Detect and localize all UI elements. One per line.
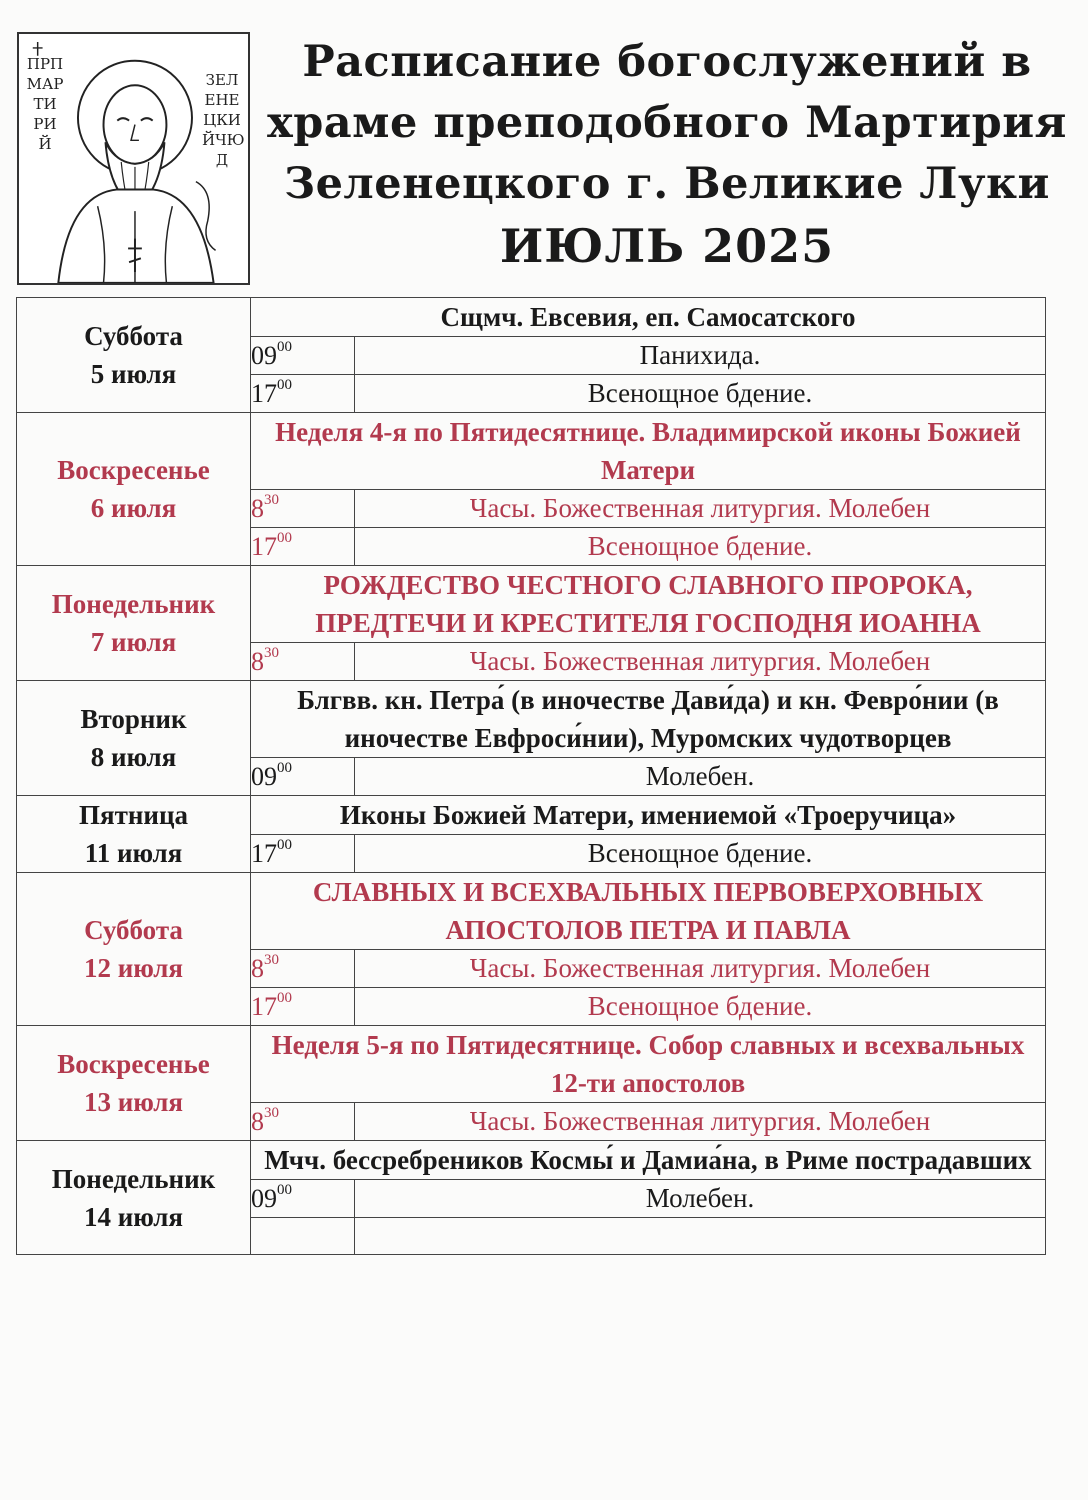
feast-title: Блгвв. кн. Петра́ (в иночестве Дави́да) и кн. Февро́нии (в иночестве Евфроси́нии), Муромских чудотворцев bbox=[251, 681, 1046, 758]
time-hour: 8 bbox=[251, 954, 264, 983]
weekday: Вторник bbox=[80, 704, 187, 734]
date: 8 июля bbox=[90, 742, 177, 772]
feast-title: Неделя 4-я по Пятидесятнице. Владимирской иконы Божией Матери bbox=[251, 413, 1046, 490]
title-month: ИЮЛЬ 2025 bbox=[499, 219, 835, 273]
feast-title: СЛАВНЫХ И ВСЕХВАЛЬНЫХ ПЕРВОВЕРХОВНЫХ АПОСТОЛОВ ПЕТРА И ПАВЛА bbox=[251, 873, 1046, 950]
schedule-day-row bbox=[17, 298, 1046, 337]
saint-icon-image bbox=[17, 32, 250, 285]
date: 14 июля bbox=[83, 1201, 184, 1232]
service-time bbox=[251, 643, 355, 681]
service-time bbox=[251, 1218, 355, 1255]
service-name: Панихида. bbox=[355, 337, 1046, 375]
time-minutes: 00 bbox=[277, 990, 292, 1006]
weekday: Пятница bbox=[78, 800, 189, 830]
time-hour: 09 bbox=[251, 1184, 277, 1213]
date: 13 июля bbox=[83, 1087, 184, 1117]
service-time bbox=[251, 1103, 355, 1141]
time-minutes: 00 bbox=[277, 339, 292, 355]
time-minutes: 00 bbox=[277, 377, 292, 393]
day-cell bbox=[17, 681, 251, 796]
time-hour: 17 bbox=[251, 839, 277, 868]
schedule-day-row bbox=[17, 1141, 1046, 1180]
icon-left-inscription: ПРП МАР ТИ РИ Й bbox=[26, 55, 64, 153]
time-minutes: 30 bbox=[264, 492, 279, 508]
time-hour: 09 bbox=[251, 762, 277, 791]
time-hour: 8 bbox=[251, 494, 264, 523]
feast-title: Сщмч. Евсевия, еп. Самосатского bbox=[251, 298, 1046, 337]
weekday: Воскресенье bbox=[57, 1049, 210, 1079]
day-cell bbox=[17, 873, 251, 1026]
time-minutes: 00 bbox=[277, 1182, 292, 1198]
weekday: Понедельник bbox=[51, 1163, 216, 1194]
service-time bbox=[251, 950, 355, 988]
time-minutes: 30 bbox=[264, 645, 279, 661]
schedule-day-row bbox=[17, 796, 1046, 835]
weekday: Суббота bbox=[84, 321, 183, 351]
day-cell bbox=[17, 413, 251, 566]
feast-title: Неделя 5-я по Пятидесятнице. Собор славных и всехвальных 12-ти апостолов bbox=[251, 1026, 1046, 1103]
date: 7 июля bbox=[90, 627, 177, 657]
schedule-day-row bbox=[17, 681, 1046, 758]
service-time bbox=[251, 528, 355, 566]
feast-title: Мчч. бессребреников Космы́ и Дамиа́на, в Риме пострадавших bbox=[251, 1141, 1046, 1180]
time-minutes: 00 bbox=[277, 837, 292, 853]
title-line: храме преподобного Мартирия bbox=[267, 98, 1067, 148]
time-hour: 8 bbox=[251, 1107, 264, 1136]
icon-right-inscription: ЗЕЛ ЕНЕ ЦКИ ЙЧЮ Д bbox=[202, 71, 245, 169]
service-name: Молебен. bbox=[355, 1180, 1046, 1218]
weekday: Суббота bbox=[84, 915, 183, 945]
service-name: Всенощное бдение. bbox=[355, 528, 1046, 566]
title-line: Расписание богослужений в bbox=[302, 37, 1032, 87]
service-time bbox=[251, 1180, 355, 1218]
service-name: Всенощное бдение. bbox=[355, 375, 1046, 413]
time-hour: 8 bbox=[251, 647, 264, 676]
day-cell bbox=[17, 1026, 251, 1141]
service-name bbox=[355, 1218, 1046, 1255]
date: 11 июля bbox=[84, 838, 183, 868]
service-time bbox=[251, 337, 355, 375]
schedule-table bbox=[16, 297, 1046, 1255]
time-hour: 09 bbox=[251, 341, 277, 370]
time-minutes: 30 bbox=[264, 1105, 279, 1121]
time-hour: 17 bbox=[251, 532, 277, 561]
time-minutes: 00 bbox=[277, 760, 292, 776]
day-cell bbox=[17, 566, 251, 681]
time-minutes: 30 bbox=[264, 952, 279, 968]
header bbox=[0, 0, 1088, 295]
page-title bbox=[262, 32, 1072, 277]
day-cell bbox=[17, 1141, 251, 1255]
day-cell bbox=[17, 298, 251, 413]
schedule-day-row bbox=[17, 566, 1046, 643]
day-cell bbox=[17, 796, 251, 873]
service-time bbox=[251, 988, 355, 1026]
service-time bbox=[251, 835, 355, 873]
time-hour: 17 bbox=[251, 379, 277, 408]
service-time bbox=[251, 375, 355, 413]
service-name: Часы. Божественная литургия. Молебен bbox=[355, 1103, 1046, 1141]
schedule-day-row bbox=[17, 413, 1046, 490]
service-name: Всенощное бдение. bbox=[355, 835, 1046, 873]
weekday: Понедельник bbox=[51, 589, 216, 619]
service-name: Часы. Божественная литургия. Молебен bbox=[355, 950, 1046, 988]
schedule-day-row bbox=[17, 873, 1046, 950]
service-time bbox=[251, 758, 355, 796]
time-minutes: 00 bbox=[277, 530, 292, 546]
weekday: Воскресенье bbox=[57, 455, 210, 485]
service-name: Всенощное бдение. bbox=[355, 988, 1046, 1026]
date: 12 июля bbox=[83, 953, 184, 983]
schedule-day-row bbox=[17, 1026, 1046, 1103]
service-name: Часы. Божественная литургия. Молебен bbox=[355, 643, 1046, 681]
service-name: Часы. Божественная литургия. Молебен bbox=[355, 490, 1046, 528]
service-time bbox=[251, 490, 355, 528]
date: 6 июля bbox=[90, 493, 177, 523]
date: 5 июля bbox=[90, 359, 177, 389]
title-line: Зеленецкого г. Великие Луки bbox=[284, 159, 1050, 209]
feast-title: Иконы Божией Матери, имениемой «Троеручица» bbox=[251, 796, 1046, 835]
feast-title: РОЖДЕСТВО ЧЕСТНОГО СЛАВНОГО ПРОРОКА, ПРЕДТЕЧИ И КРЕСТИТЕЛЯ ГОСПОДНЯ ИОАННА bbox=[251, 566, 1046, 643]
time-hour: 17 bbox=[251, 992, 277, 1021]
service-name: Молебен. bbox=[355, 758, 1046, 796]
